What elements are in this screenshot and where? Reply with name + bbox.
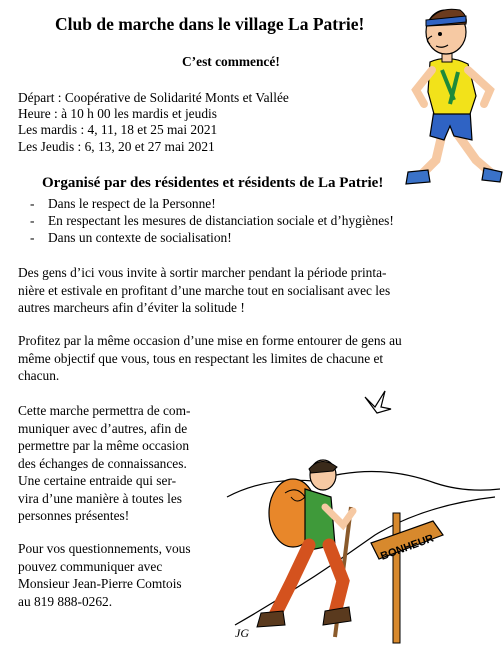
hiker-back-leg	[275, 545, 309, 615]
paragraph-line: personnes présentes!	[18, 508, 130, 523]
page-subtitle: C’est commencé!	[182, 54, 280, 69]
paragraph-line: nière et estivale en profitant d’une marche tout en socialisant avec les	[18, 282, 391, 298]
paragraph-line: permettre par la même occasion	[18, 438, 190, 453]
hiker-back-boot	[257, 611, 285, 627]
paragraph-line: au 819 888-0262.	[18, 593, 113, 609]
list-item: - En respectant les mesures de distanciation sociale et d’hygiènes!	[20, 212, 394, 229]
hiker-front-leg	[329, 545, 343, 613]
contact-paragraph	[18, 540, 191, 610]
hiker-illustration-icon	[225, 385, 500, 655]
paragraph-line: Monsieur Jean-Pierre Comtois	[18, 576, 182, 591]
bird-icon	[365, 391, 391, 413]
hiker-front-boot	[323, 607, 351, 625]
walker-front-shoe	[406, 170, 430, 184]
hiker-hair	[309, 461, 337, 473]
paragraph-line: Des gens d’ici vous invite à sortir marcher pendant la période printa-	[18, 265, 387, 280]
paragraph-line: chacun.	[18, 368, 60, 383]
paragraph-line: Une certaine entraide qui ser-	[18, 473, 177, 488]
signpost-text: BONHEUR	[379, 532, 436, 563]
paragraph-line: Cette marche permettra de com-	[18, 403, 191, 418]
paragraph-line: muniquer avec d’autres, afin de	[18, 420, 188, 436]
paragraph-line: vira d’une manière à toutes les	[18, 490, 182, 506]
paragraph-line: même objectif que vous, tous en respectant les limites de chacune et	[18, 350, 384, 366]
invite-paragraph	[18, 264, 390, 317]
walker-eye	[438, 32, 442, 36]
page-title: Club de marche dans le village La Patrie!	[55, 14, 365, 34]
paragraph-line: Profitez par la même occasion d’une mise en forme entourer de gens au	[18, 333, 402, 348]
list-item: - Dans le respect de la Personne!	[20, 195, 394, 212]
list-item: - Dans un contexte de socialisation!	[20, 229, 394, 246]
signature: JG	[235, 626, 249, 640]
mardis-line: Les mardis : 4, 11, 18 et 25 mai 2021	[18, 122, 218, 137]
paragraph-line: Pour vos questionnements, vous	[18, 541, 191, 556]
organise-title: Organisé par des résidentes et résidents de La Patrie!	[42, 175, 384, 191]
walker-illustration-icon	[398, 0, 503, 190]
heure-line: Heure : à 10 h 00 les mardis et jeudis	[18, 106, 217, 121]
depart-line: Départ : Coopérative de Solidarité Monts et Vallée	[18, 90, 289, 105]
walker-back-shoe	[482, 168, 502, 182]
jeudis-line: Les Jeudis : 6, 13, 20 et 27 mai 2021	[18, 139, 215, 154]
organise-list	[20, 195, 394, 246]
hill-line	[227, 471, 500, 497]
profitez-paragraph	[18, 332, 402, 385]
paragraph-line: pouvez communiquer avec	[18, 558, 163, 574]
paragraph-line: autres marcheurs afin d’éviter la solitude !	[18, 300, 245, 315]
marche-paragraph	[18, 402, 191, 525]
paragraph-line: des échanges de connaissances.	[18, 455, 187, 471]
